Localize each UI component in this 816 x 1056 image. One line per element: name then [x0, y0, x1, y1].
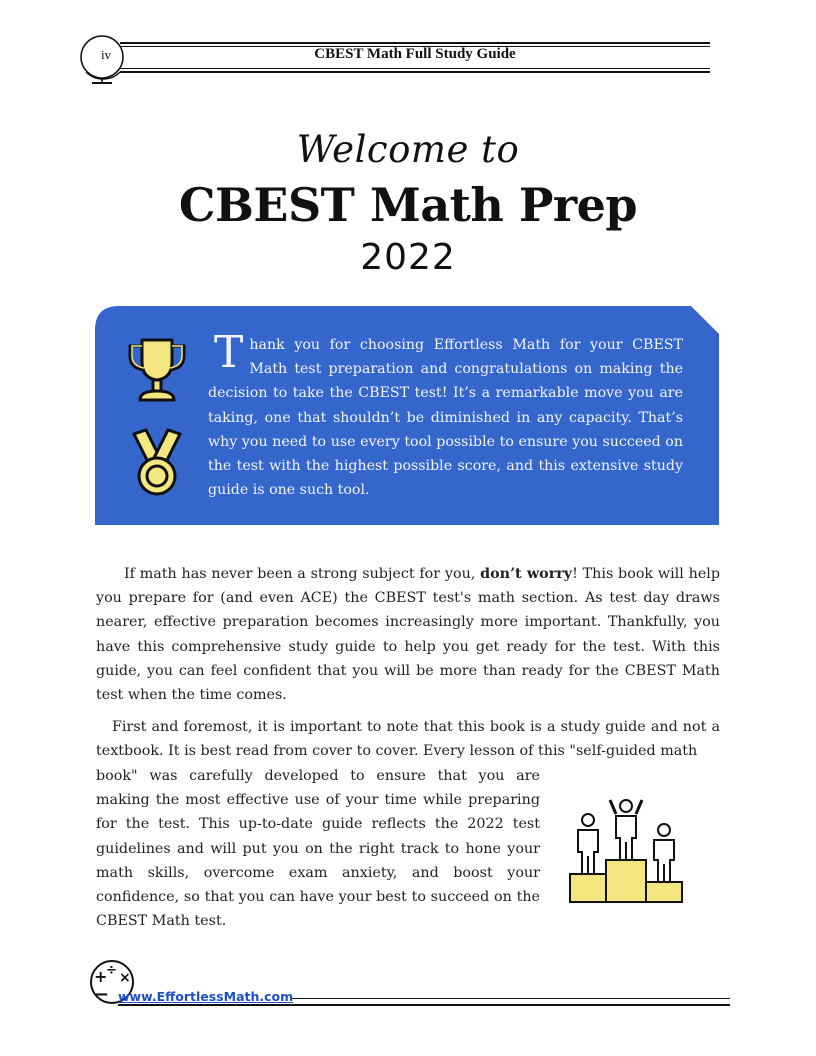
header-rule-bottom: [120, 68, 710, 69]
header-title: CBEST Math Full Study Guide: [314, 46, 516, 62]
svg-text:−: −: [94, 984, 110, 1005]
paragraph-reassurance-start: If math has never been a strong subject for you,: [124, 566, 481, 582]
paragraph-reassurance: [96, 562, 720, 707]
svg-text:×: ×: [119, 970, 131, 986]
svg-text:÷: ÷: [106, 963, 117, 978]
intro-paragraph: hank you for choosing Effortless Math for your CBEST Math test preparation and congratulations on making the decision to take the CBEST test! It’s a remarkable move you are taking, one that shouldn’t be diminished in any capacity. That’s why you need to use every tool possible to ensure you succeed on the test with the highest possible score, and this extensive study guide is one such tool.: [208, 337, 683, 499]
svg-text:+: +: [94, 967, 108, 986]
intro-text: [208, 327, 683, 502]
paragraph-reassurance-end: ! This book will help you prepare for (and even ACE) the CBEST test's math section. As test day draws nearer, effective preparation becomes increasingly more important. Thankfully, you have this comprehensive study guide to help you get ready for the test. With this guide, you can feel confident that you will be more than ready for the CBEST Math test when the time comes.: [96, 566, 721, 704]
footer-rule-top: [290, 998, 730, 999]
header-rule-top: [120, 42, 710, 44]
medal-icon: [130, 428, 184, 500]
dont-worry-emphasis: don’t worry: [480, 566, 573, 582]
header-rule-bottom-thick: [120, 71, 710, 73]
page-number: iv: [100, 47, 112, 62]
year-heading: 2022: [360, 237, 456, 278]
welcome-heading: Welcome to: [296, 128, 520, 171]
paragraph-study-guide-top: First and foremost, it is important to note that this book is a study guide and not a textbook. It is best read from cover to cover. Every lesson of this "self-guided math: [96, 719, 720, 760]
paragraph-study-guide-rest: book" was carefully developed to ensure that you are making the most effective use of your time while preparing for the test. This up-to-date guide reflects the 2022 test guidelines and will put you on the right track to hone your math skills, overcome exam anxiety, and boost your confidence, so that you can have your best to succeed on the CBEST Math test.: [96, 768, 540, 930]
page-title: CBEST Math Prep: [178, 178, 638, 232]
website-link[interactable]: www.EffortlessMath.com: [118, 989, 294, 1004]
trophy-icon: [126, 336, 188, 404]
podium-illustration: [566, 796, 686, 906]
drop-cap: T: [214, 327, 244, 378]
footer-rule-bottom: [118, 1004, 730, 1006]
